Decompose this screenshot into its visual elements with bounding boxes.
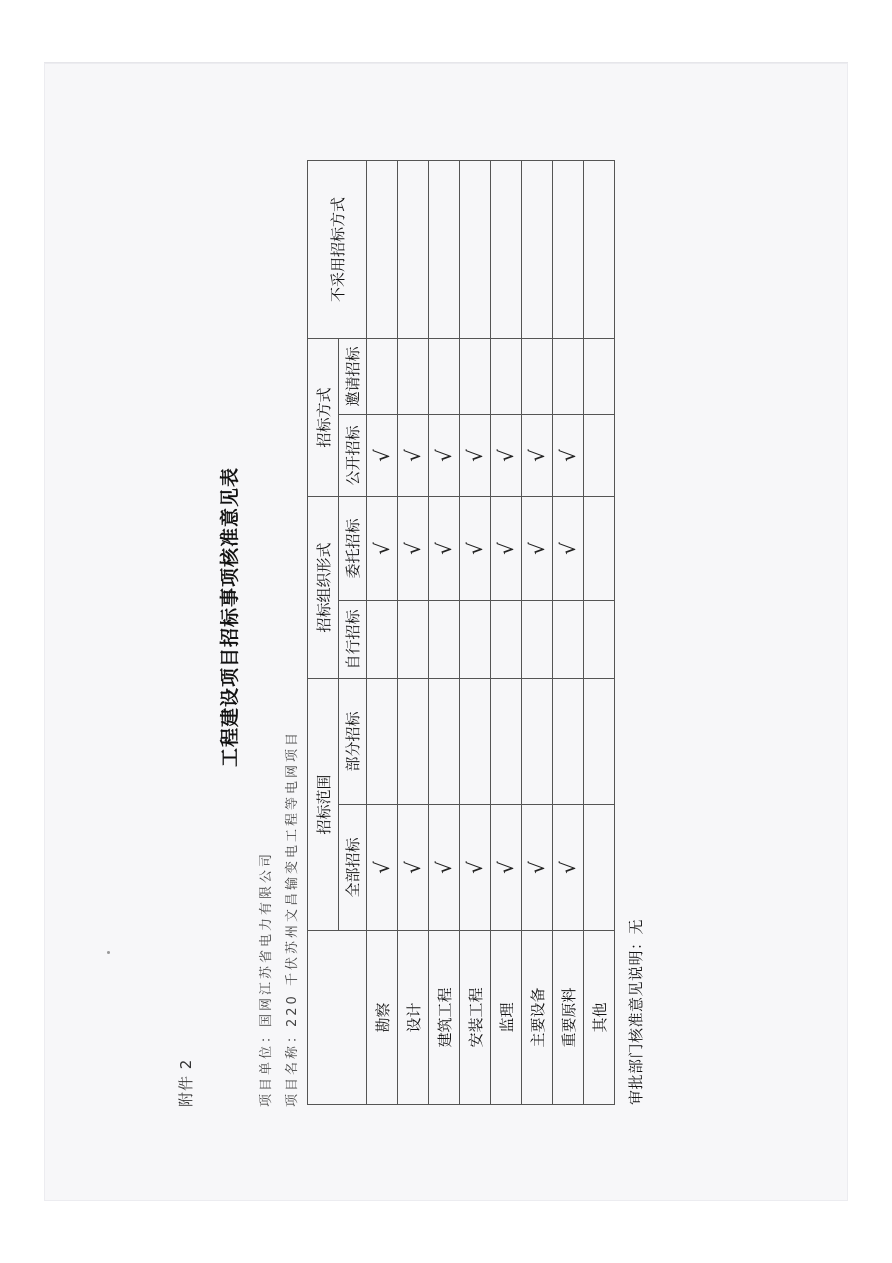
header-org-form: 招标组织形式: [308, 496, 339, 678]
table-row: [584, 160, 615, 1104]
check-mark-cell: √: [398, 496, 429, 600]
project-name: 项目名称：220 千伏苏州文昌输变电工程等电网项目: [285, 730, 300, 1107]
empty-cell: [584, 805, 615, 931]
row-label: 设计: [398, 931, 429, 1105]
check-mark-cell: √: [522, 414, 553, 496]
row-label: 安装工程: [460, 931, 491, 1105]
empty-cell: [491, 338, 522, 414]
empty-cell: [460, 160, 491, 338]
empty-cell: [522, 160, 553, 338]
empty-cell: [460, 600, 491, 678]
empty-cell: [553, 160, 584, 338]
subheader-cell: 公开招标: [339, 414, 367, 496]
check-mark-cell: √: [429, 414, 460, 496]
empty-cell: [522, 600, 553, 678]
row-label: 其他: [584, 931, 615, 1105]
document-title: 工程建设项目招标事项核准意见表: [219, 467, 241, 768]
table-row: [398, 160, 429, 1104]
approval-note: 审批部门核准意见说明：无: [627, 918, 645, 1105]
empty-cell: [522, 678, 553, 804]
check-mark-cell: √: [491, 805, 522, 931]
check-mark-cell: √: [522, 496, 553, 600]
corner-cell: [308, 931, 367, 1105]
check-mark-cell: √: [553, 414, 584, 496]
empty-cell: [553, 600, 584, 678]
table-row: [429, 160, 460, 1104]
check-mark-cell: √: [491, 496, 522, 600]
empty-cell: [398, 338, 429, 414]
row-label: 建筑工程: [429, 931, 460, 1105]
header-scope: 招标范围: [308, 678, 339, 930]
project-unit: 项目单位：国网江苏省电力有限公司: [259, 850, 274, 1107]
empty-cell: [429, 338, 460, 414]
empty-cell: [522, 338, 553, 414]
table-row: [522, 160, 553, 1104]
subheader-cell: 邀请招标: [339, 338, 367, 414]
empty-cell: [584, 338, 615, 414]
row-label: 重要原料: [553, 931, 584, 1105]
table-row: [460, 160, 491, 1104]
empty-cell: [429, 678, 460, 804]
empty-cell: [367, 678, 398, 804]
check-mark-cell: √: [429, 805, 460, 931]
empty-cell: [491, 678, 522, 804]
table-row: [491, 160, 522, 1104]
empty-cell: [553, 338, 584, 414]
header-no-bidding: 不采用招标方式: [308, 160, 367, 338]
empty-cell: [584, 600, 615, 678]
empty-cell: [429, 600, 460, 678]
empty-cell: [553, 678, 584, 804]
check-mark-cell: √: [398, 805, 429, 931]
check-mark-cell: √: [460, 496, 491, 600]
empty-cell: [398, 160, 429, 338]
check-mark-cell: √: [522, 805, 553, 931]
check-mark-cell: √: [398, 414, 429, 496]
attachment-label: 附件 2: [177, 1058, 195, 1107]
rotated-document: [175, 137, 695, 1137]
check-mark-cell: √: [460, 805, 491, 931]
empty-cell: [584, 678, 615, 804]
check-mark-cell: √: [367, 496, 398, 600]
table-row: [367, 160, 398, 1104]
check-mark-cell: √: [367, 805, 398, 931]
empty-cell: [367, 338, 398, 414]
row-label: 监理: [491, 931, 522, 1105]
check-mark-cell: √: [553, 805, 584, 931]
scan-speck: [107, 951, 110, 954]
empty-cell: [460, 338, 491, 414]
subheader-cell: 部分招标: [339, 678, 367, 804]
empty-cell: [584, 496, 615, 600]
empty-cell: [367, 600, 398, 678]
subheader-cell: 委托招标: [339, 496, 367, 600]
check-mark-cell: √: [553, 496, 584, 600]
empty-cell: [398, 678, 429, 804]
row-label: 勘察: [367, 931, 398, 1105]
check-mark-cell: √: [491, 414, 522, 496]
check-mark-cell: √: [429, 496, 460, 600]
check-mark-cell: √: [367, 414, 398, 496]
subheader-cell: 全部招标: [339, 805, 367, 931]
table-row: [553, 160, 584, 1104]
subheader-cell: 自行招标: [339, 600, 367, 678]
empty-cell: [460, 678, 491, 804]
empty-cell: [491, 160, 522, 338]
empty-cell: [367, 160, 398, 338]
empty-cell: [584, 160, 615, 338]
row-label: 主要设备: [522, 931, 553, 1105]
empty-cell: [429, 160, 460, 338]
header-method: 招标方式: [308, 338, 339, 496]
approval-table: [307, 160, 615, 1105]
empty-cell: [584, 414, 615, 496]
check-mark-cell: √: [460, 414, 491, 496]
empty-cell: [491, 600, 522, 678]
empty-cell: [398, 600, 429, 678]
